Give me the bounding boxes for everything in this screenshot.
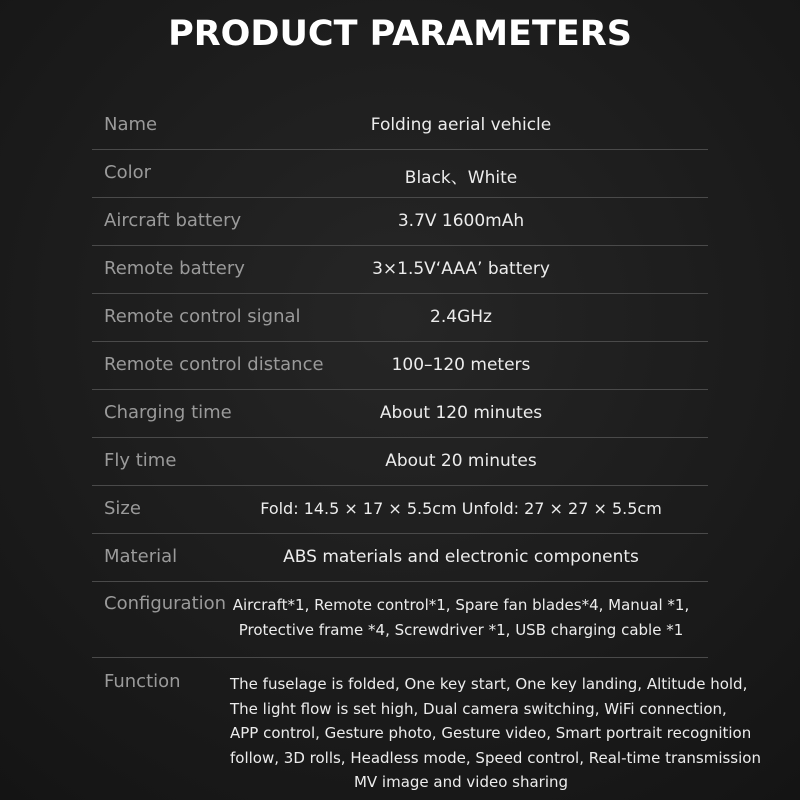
param-value: 3.7V 1600mAh	[397, 211, 525, 231]
param-value	[230, 593, 692, 642]
param-label: Size	[104, 498, 141, 519]
param-value-line: follow, 3D rolls, Headless mode, Speed control, Real-time transmission	[230, 748, 761, 767]
param-label: Aircraft battery	[104, 210, 242, 231]
param-row-name	[92, 102, 708, 150]
param-label: Function	[104, 671, 181, 692]
param-value: ABS materials and electronic components	[283, 547, 639, 567]
param-value: About 20 minutes	[385, 451, 537, 471]
param-label: Charging time	[104, 402, 232, 423]
param-value-line: APP control, Gesture photo, Gesture video, Smart portrait recognition	[230, 724, 752, 742]
param-label: Remote control signal	[104, 306, 301, 327]
param-label: Color	[104, 162, 151, 183]
param-row-remote-control-signal	[92, 294, 708, 342]
param-row-size	[92, 486, 708, 534]
param-value-line: Aircraft*1, Remote control*1, Spare fan blades*4, Manual *1,	[232, 596, 690, 614]
param-row-remote-control-distance	[92, 342, 708, 390]
page-title: PRODUCT PARAMETERS	[168, 14, 632, 54]
param-row-fly-time	[92, 438, 708, 486]
param-label: Name	[104, 114, 158, 135]
param-label: Configuration	[104, 593, 227, 614]
param-value-line: MV image and video sharing	[353, 773, 569, 791]
param-value-line: Protective frame *4, Screwdriver *1, USB charging cable *1	[238, 620, 684, 639]
param-value: Folding aerial vehicle	[370, 115, 552, 135]
param-row-function	[92, 658, 761, 798]
parameters-table	[92, 102, 761, 798]
param-value	[230, 672, 761, 795]
param-label: Remote battery	[104, 258, 245, 279]
param-row-remote-battery	[92, 246, 708, 294]
param-value: 3×1.5V‘AAA’ battery	[372, 259, 550, 279]
param-label: Fly time	[104, 450, 177, 471]
param-row-charging-time	[92, 390, 708, 438]
param-value-line: The fuselage is folded, One key start, One key landing, Altitude hold,	[230, 675, 748, 693]
param-label: Material	[104, 546, 178, 567]
param-row-configuration	[92, 582, 708, 658]
param-row-material	[92, 534, 708, 582]
param-value-line: The light flow is set high, Dual camera switching, WiFi connection,	[230, 699, 727, 718]
param-row-aircraft-battery	[92, 198, 708, 246]
param-value: Fold: 14.5 × 17 × 5.5cm Unfold: 27 × 27 × 5.5cm	[260, 499, 662, 518]
param-value: 100–120 meters	[391, 355, 531, 375]
param-value: 2.4GHz	[430, 307, 492, 327]
param-row-color	[92, 150, 708, 198]
param-label: Remote control distance	[104, 354, 324, 375]
param-value: Black、White	[404, 168, 518, 188]
param-value: About 120 minutes	[379, 403, 543, 423]
